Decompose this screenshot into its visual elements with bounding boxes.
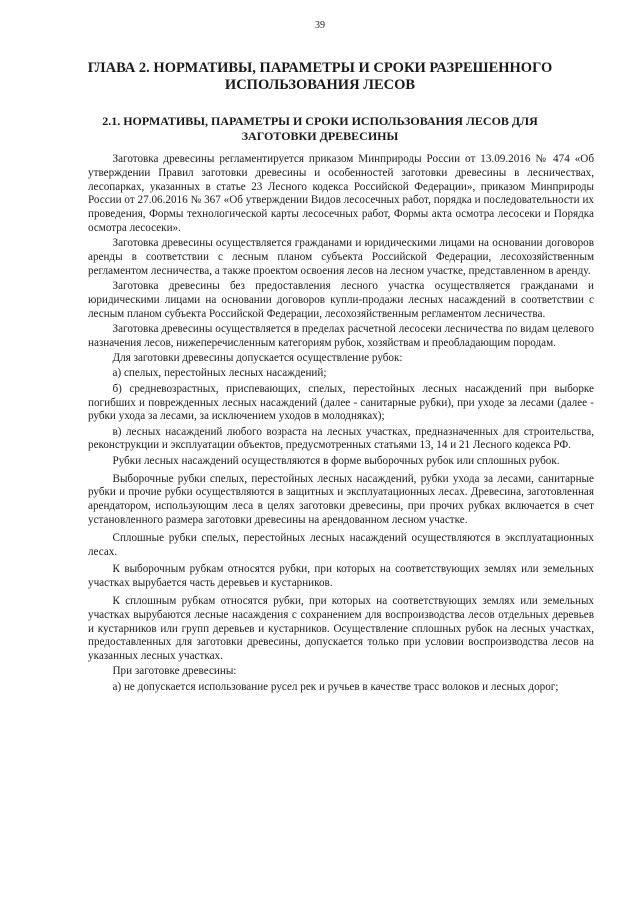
paragraph: Заготовка древесины без предоставления лесного участка осуществляется гражданами и юридическими лицами на основании договоров купли-продажи лесных насаждений в соответствии с лесным планом субъекта Российской Федерации, лесохозяйственным регламентом лесничества.	[88, 280, 594, 320]
paragraph: Заготовка древесины осуществляется в пределах расчетной лесосеки лесничества по видам целевого назначения лесов, нижеперечисленным категориям рубок, хозяйствам и преобладающим породам.	[88, 323, 594, 349]
paragraph: Рубки лесных насаждений осуществляются в форме выборочных рубок или сплошных рубок.	[112, 454, 560, 467]
paragraph: При заготовке древесины:	[112, 665, 237, 678]
paragraph: Заготовка древесины регламентируется приказом Минприроды России от 13.09.2016 № 474 «Об утверждении Правил заготовки древесины и особенностей заготовки древесины в лесничествах, лесопарках, указанных в статье 23 Лесного кодекса Российской Федерации», приказом Минприроды России от 27.06.2016 № 367 «Об утверждении Видов лесосечных работ, порядка и последовательности их проведения, Формы технологической карты лесосечных работ, Формы акта осмотра лесосеки и Порядка осмотра лесосеки».	[88, 153, 594, 234]
chapter-title: ГЛАВА 2. НОРМАТИВЫ, ПАРАМЕТРЫ И СРОКИ РАЗРЕШЕННОГО ИСПОЛЬЗОВАНИЯ ЛЕСОВ	[87, 60, 553, 93]
paragraph: К выборочным рубкам относятся рубки, при которых на соответствующих землях или земельных участках вырубается часть деревьев и кустарников.	[88, 563, 594, 590]
section-title: 2.1. НОРМАТИВЫ, ПАРАМЕТРЫ И СРОКИ ИСПОЛЬЗОВАНИЯ ЛЕСОВ ДЛЯ ЗАГОТОВКИ ДРЕВЕСИНЫ	[102, 114, 538, 143]
paragraph: Заготовка древесины осуществляется гражданами и юридическими лицами на основании договоров аренды в соответствии с лесным планом субъекта Российской Федерации, лесохозяйственным регламентом лесничества, а также проектом освоения лесов на лесном участке, представленном в аренду.	[88, 237, 594, 277]
list-item: б) средневозрастных, приспевающих, спелых, перестойных лесных насаждений при выборке погибших и поврежденных лесных насаждений (далее - санитарные рубки), при уходе за лесами (далее - рубки ухода за лесами, за исключением уходов в молодняках);	[88, 382, 594, 423]
paragraph: К сплошным рубкам относятся рубки, при которых на соответствующих землях или земельных участках вырубаются лесные насаждения с сохранением для воспроизводства лесов отдельных деревьев и кустарников или групп деревьев и кустарников. Осуществление сплошных рубок на лесных участках, предоставленных для заготовки древесины, допускается только при условии воспроизводства лесов на указанных лесных участках.	[88, 594, 594, 663]
list-item: а) не допускается использование русел рек и ручьев в качестве трасс волоков и лесных дорог;	[112, 680, 559, 693]
page-number: 39	[315, 20, 325, 31]
list-item: а) спелых, перестойных лесных насаждений;	[112, 367, 327, 380]
paragraph: Для заготовки древесины допускается осуществление рубок:	[112, 352, 403, 365]
list-item: в) лесных насаждений любого возраста на лесных участках, предназначенных для строительства, реконструкции и эксплуатации объектов, предусмотренных статьями 13, 14 и 21 Лесного кодекса РФ.	[88, 425, 594, 452]
body-text	[88, 153, 594, 696]
paragraph: Выборочные рубки спелых, перестойных лесных насаждений, рубки ухода за лесами, санитарные рубки и прочие рубки осуществляются в защитных и эксплуатационных лесах. Древесина, заготовленная арендатором, использующим леса в целях заготовки древесины, при прочих рубках включается в счет установленного размера заготовки древесины на арендованном лесном участке.	[88, 472, 594, 526]
paragraph: Сплошные рубки спелых, перестойных лесных насаждений осуществляются в эксплуатационных лесах.	[88, 531, 594, 558]
